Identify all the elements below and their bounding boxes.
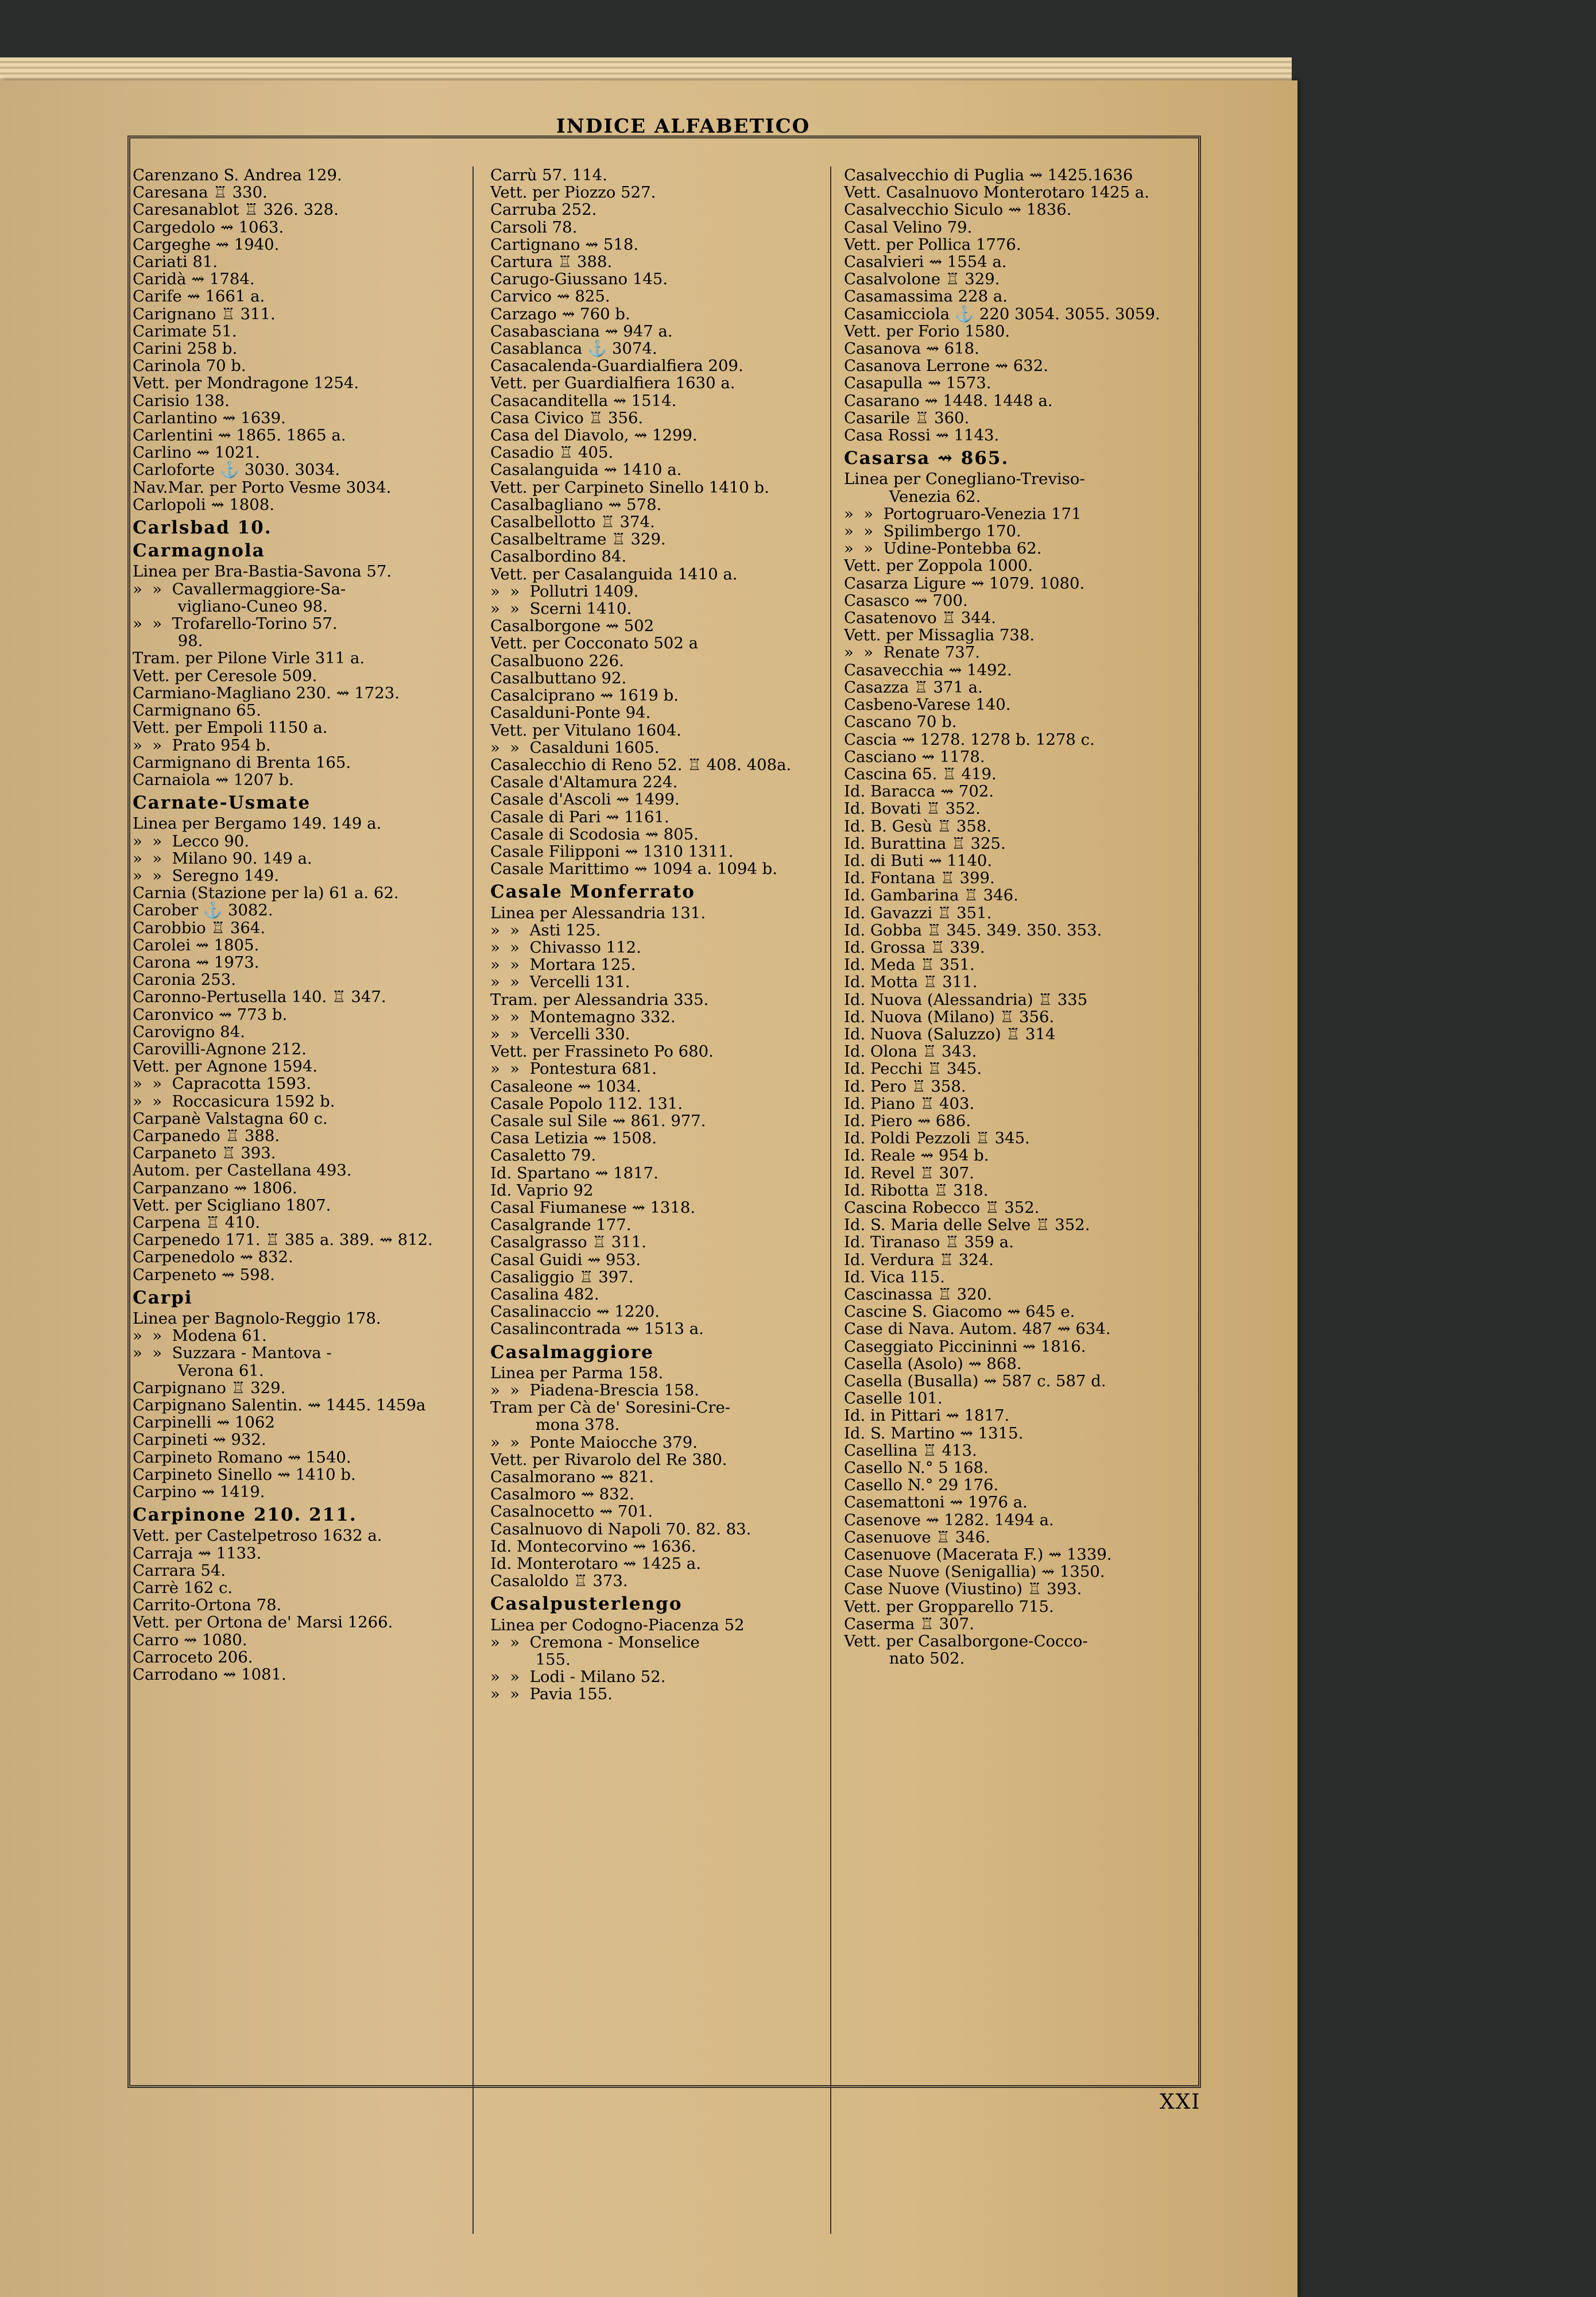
index-column-1 xyxy=(129,167,474,2234)
index-entry: Casa del Diavolo, ⇝ 1299. xyxy=(490,427,698,444)
index-entry: » » Cremona - Monselice xyxy=(490,1633,700,1652)
index-entry: Id. Meda ♖ 351. xyxy=(844,956,975,974)
index-entry: Carlantino ⇝ 1639. xyxy=(133,409,286,427)
index-entry: Casale di Pari ⇝ 1161. xyxy=(490,808,669,826)
index-entry: Tram per Cà de' Soresini-Cre- xyxy=(490,1399,731,1417)
index-entry: Id. Spartano ⇝ 1817. xyxy=(490,1164,658,1182)
index-heading: Casarsa ⇝ 865. xyxy=(844,448,1009,469)
index-entry: Casciano ⇝ 1178. xyxy=(844,748,985,765)
index-entry: » » Spilimbergo 170. xyxy=(844,523,1021,540)
index-entry: Id. Reale ⇝ 954 b. xyxy=(844,1147,989,1165)
index-entry: Carenzano S. Andrea 129. xyxy=(133,167,342,184)
index-entry: Id. Burattina ♖ 325. xyxy=(844,834,1006,852)
index-entry: Casello N.° 29 176. xyxy=(844,1476,999,1494)
index-entry: » » Casalduni 1605. xyxy=(490,738,660,756)
index-entry: Carvico ⇝ 825. xyxy=(490,288,610,306)
index-entry: Casabasciana ⇝ 947 a. xyxy=(490,322,673,341)
index-entry: Cascano 70 b. xyxy=(844,713,957,731)
index-entry: Carlentini ⇝ 1865. 1865 a. xyxy=(133,427,346,444)
index-heading: Carnate-Usmate xyxy=(133,792,311,814)
index-entry: » » Lecco 90. xyxy=(133,832,249,850)
index-entry: » » Pavia 155. xyxy=(490,1685,613,1703)
index-entry: Id. Piero ⇝ 686. xyxy=(844,1112,971,1130)
index-entry: Linea per Bra-Bastia-Savona 57. xyxy=(133,563,392,581)
index-entry: Casarano ⇝ 1448. 1448 a. xyxy=(844,392,1053,409)
index-entry: Casablanca ⚓ 3074. xyxy=(490,340,657,358)
index-entry: Caseggiato Piccininni ⇝ 1816. xyxy=(844,1337,1086,1355)
index-entry: Carlopoli ⇝ 1808. xyxy=(133,496,274,514)
index-entry: Carpena ♖ 410. xyxy=(133,1213,260,1232)
index-entry: Casalbordino 84. xyxy=(490,548,627,566)
index-entry: Vett. per Ortona de' Marsi 1266. xyxy=(133,1614,393,1631)
index-entry: Casalecchio di Reno 52. ♖ 408. 408a. xyxy=(490,756,792,774)
index-entry: Cariati 81. xyxy=(133,253,218,271)
index-entry: Casaloldo ♖ 373. xyxy=(490,1572,628,1590)
index-entry: Cascine S. Giacomo ⇝ 645 e. xyxy=(844,1303,1075,1321)
index-entry: Carpanzano ⇝ 1806. xyxy=(133,1179,297,1197)
index-entry: Carpaneto ♖ 393. xyxy=(133,1144,276,1162)
index-entry: Casalciprano ⇝ 1619 b. xyxy=(490,687,679,705)
index-entry: Vett. per Cocconato 502 a xyxy=(490,635,698,652)
index-entry: 98. xyxy=(133,632,203,650)
index-entry: Linea per Conegliano-Treviso- xyxy=(844,470,1085,488)
index-entry: Carsoli 78. xyxy=(490,218,578,236)
index-entry: Id. in Pittari ⇝ 1817. xyxy=(844,1407,1010,1425)
index-entry: Carrè 162 c. xyxy=(133,1579,233,1597)
index-entry: » » Montemagno 332. xyxy=(490,1008,676,1026)
index-entry: Id. Nuova (Milano) ♖ 356. xyxy=(844,1008,1055,1026)
index-entry: Id. Tiranaso ♖ 359 a. xyxy=(844,1233,1014,1251)
index-entry: Casavecchia ⇝ 1492. xyxy=(844,661,1012,679)
index-entry: Linea per Bagnolo-Reggio 178. xyxy=(133,1310,381,1328)
index-entry: vigliano-Cuneo 98. xyxy=(133,597,328,616)
index-entry: Casalina 482. xyxy=(490,1286,599,1304)
index-heading: Casalmaggiore xyxy=(490,1341,654,1363)
index-entry: Carpanedo ♖ 388. xyxy=(133,1127,280,1145)
index-entry: Nav.Mar. per Porto Vesme 3034. xyxy=(133,478,392,496)
index-entry: Verona 61. xyxy=(133,1362,264,1379)
index-entry: » » Seregno 149. xyxy=(133,867,279,885)
index-entry: Carmignano 65. xyxy=(133,702,261,720)
index-entry: Caronvico ⇝ 773 b. xyxy=(133,1006,288,1023)
index-heading: Carpinone 210. 211. xyxy=(133,1505,357,1526)
index-entry: Id. Motta ♖ 311. xyxy=(844,973,978,991)
index-entry: Cascia ⇝ 1278. 1278 b. 1278 c. xyxy=(844,730,1095,748)
index-entry: Vett. per Agnone 1594. xyxy=(133,1058,318,1076)
index-entry: Vett. Casalnuovo Monterotaro 1425 a. xyxy=(844,184,1149,202)
index-entry: Linea per Alessandria 131. xyxy=(490,904,706,922)
index-entry: Casalanguida ⇝ 1410 a. xyxy=(490,461,682,479)
index-entry: Carruba 252. xyxy=(490,201,597,219)
index-entry: Casasco ⇝ 700. xyxy=(844,591,968,610)
index-entry: Casalinaccio ⇝ 1220. xyxy=(490,1303,660,1321)
index-entry: Carpineto Sinello ⇝ 1410 b. xyxy=(133,1465,356,1484)
index-entry: Casalincontrada ⇝ 1513 a. xyxy=(490,1320,704,1338)
index-entry: 155. xyxy=(490,1651,571,1669)
index-entry: Carrito-Ortona 78. xyxy=(133,1596,282,1614)
index-entry: Carolei ⇝ 1805. xyxy=(133,936,259,954)
index-entry: » » Piadena-Brescia 158. xyxy=(490,1382,699,1399)
index-entry: Casaliggio ♖ 397. xyxy=(490,1268,634,1286)
index-entry: » » Scerni 1410. xyxy=(490,600,632,618)
index-entry: Carona ⇝ 1973. xyxy=(133,953,259,972)
index-entry: Casalvecchio Siculo ⇝ 1836. xyxy=(844,201,1072,219)
index-entry: Casalvolone ♖ 329. xyxy=(844,270,1000,288)
index-entry: Casarza Ligure ⇝ 1079. 1080. xyxy=(844,574,1085,592)
index-entry: Vett. per Frassineto Po 680. xyxy=(490,1043,714,1061)
index-entry: Id. Monterotaro ⇝ 1425 a. xyxy=(490,1555,701,1573)
index-entry: Carpineti ⇝ 932. xyxy=(133,1431,266,1449)
index-entry: Carobbio ♖ 364. xyxy=(133,919,266,937)
index-heading: Carmagnola xyxy=(133,540,265,562)
index-entry: » » Vercelli 131. xyxy=(490,973,630,991)
index-entry: » » Trofarello-Torino 57. xyxy=(133,615,338,633)
index-entry: Id. Gobba ♖ 345. 349. 350. 353. xyxy=(844,921,1102,939)
index-entry: Id. di Buti ⇝ 1140. xyxy=(844,852,993,870)
index-entry: Carober ⚓ 3082. xyxy=(133,902,273,919)
index-entry: » » Mortara 125. xyxy=(490,956,636,974)
index-entry: » » Capracotta 1593. xyxy=(133,1075,312,1093)
index-entry: Vett. per Casalborgone-Cocco- xyxy=(844,1633,1088,1650)
index-entry: Casazza ♖ 371 a. xyxy=(844,678,983,697)
index-entry: Caresanablot ♖ 326. 328. xyxy=(133,201,339,219)
index-entry: Carignano ♖ 311. xyxy=(133,305,276,323)
index-entry: Cascina 65. ♖ 419. xyxy=(844,765,997,783)
index-entry: Casale Popolo 112. 131. xyxy=(490,1095,683,1112)
index-entry: Casale d'Altamura 224. xyxy=(490,774,678,791)
index-heading: Carpi xyxy=(133,1287,193,1308)
index-entry: Id. Gambarina ♖ 346. xyxy=(844,887,1018,904)
index-entry: Caridà ⇝ 1784. xyxy=(133,270,255,288)
index-entry: Id. Vica 115. xyxy=(844,1268,945,1286)
index-entry: Casale Filipponi ⇝ 1310 1311. xyxy=(490,842,734,861)
index-heading: Carlsbad 10. xyxy=(133,517,272,539)
index-entry: Cascinassa ♖ 320. xyxy=(844,1286,992,1304)
index-entry: Cargeghe ⇝ 1940. xyxy=(133,235,280,254)
index-entry: Carpineto Romano ⇝ 1540. xyxy=(133,1448,351,1466)
index-entry: nato 502. xyxy=(844,1650,965,1668)
index-entry: Casadio ♖ 405. xyxy=(490,444,614,462)
index-entry: Casello N.° 5 168. xyxy=(844,1459,989,1477)
index-entry: » » Prato 954 b. xyxy=(133,736,271,754)
index-entry: Cartura ♖ 388. xyxy=(490,253,613,271)
index-entry: Id. S. Martino ⇝ 1315. xyxy=(844,1424,1024,1442)
index-entry: Casalbuttano 92. xyxy=(490,669,627,687)
index-entry: Vett. per Forio 1580. xyxy=(844,322,1010,341)
index-heading: Casale Monferrato xyxy=(490,881,695,903)
index-entry: Tram. per Alessandria 335. xyxy=(490,991,709,1008)
index-entry: Casalbuono 226. xyxy=(490,652,624,670)
index-column-2 xyxy=(481,167,831,2234)
index-entry: Casalmorano ⇝ 821. xyxy=(490,1468,654,1486)
index-entry: Id. S. Maria delle Selve ♖ 352. xyxy=(844,1216,1090,1234)
index-entry: Casalduni-Ponte 94. xyxy=(490,704,651,722)
index-entry: Casaletto 79. xyxy=(490,1147,596,1165)
index-entry: Cascina Robecco ♖ 352. xyxy=(844,1198,1040,1217)
index-entry: Casapulla ⇝ 1573. xyxy=(844,374,991,392)
index-entry: Casal Velino 79. xyxy=(844,218,973,236)
index-entry: » » Milano 90. 149 a. xyxy=(133,849,312,867)
index-entry: Casalvecchio di Puglia ⇝ 1425.1636 xyxy=(844,167,1133,184)
index-entry: Casalborgone ⇝ 502 xyxy=(490,617,654,635)
index-entry: Id. Pecchi ♖ 345. xyxy=(844,1060,982,1078)
index-entry: » » Ponte Maiocche 379. xyxy=(490,1433,698,1451)
index-entry: Casalgrasso ♖ 311. xyxy=(490,1233,647,1251)
index-entry: Casacalenda-Guardialfiera 209. xyxy=(490,357,743,375)
index-entry: Carnaiola ⇝ 1207 b. xyxy=(133,771,294,789)
index-entry: » » Pollutri 1409. xyxy=(490,582,639,601)
index-entry: Casalnuovo di Napoli 70. 82. 83. xyxy=(490,1520,751,1538)
index-entry: Casa Rossi ⇝ 1143. xyxy=(844,427,1000,444)
index-entry: » » Vercelli 330. xyxy=(490,1025,630,1043)
index-entry: Casalmoro ⇝ 832. xyxy=(490,1486,634,1503)
index-entry: Caronno-Pertusella 140. ♖ 347. xyxy=(133,988,386,1006)
index-entry: Carpignano ♖ 329. xyxy=(133,1379,286,1397)
index-entry: Vett. per Pollica 1776. xyxy=(844,235,1021,254)
index-entry: Carzago ⇝ 760 b. xyxy=(490,305,630,323)
index-entry: Carpenedolo ⇝ 832. xyxy=(133,1248,293,1266)
index-entry: Vett. per Mondragone 1254. xyxy=(133,374,359,392)
index-entry: Casarile ♖ 360. xyxy=(844,409,970,427)
index-entry: » » Suzzara - Mantova - xyxy=(133,1344,332,1362)
index-entry: Linea per Bergamo 149. 149 a. xyxy=(133,815,382,833)
index-entry: Casenuove (Macerata F.) ⇝ 1339. xyxy=(844,1546,1112,1564)
index-entry: Carovigno 84. xyxy=(133,1023,245,1041)
index-entry: Vett. per Rivarolo del Re 380. xyxy=(490,1451,727,1469)
index-entry: Caronia 253. xyxy=(133,971,237,989)
index-entry: Casella (Asolo) ⇝ 868. xyxy=(844,1355,1022,1373)
index-entry: Id. B. Gesù ♖ 358. xyxy=(844,817,992,835)
index-entry: Casacanditella ⇝ 1514. xyxy=(490,392,677,409)
index-entry: Vett. per Scigliano 1807. xyxy=(133,1196,331,1214)
index-entry: Tram. per Pilone Virle 311 a. xyxy=(133,649,365,667)
index-entry: Id. Verdura ♖ 324. xyxy=(844,1251,994,1269)
index-entry: Carovilli-Agnone 212. xyxy=(133,1040,307,1058)
index-entry: » » Asti 125. xyxy=(490,921,601,939)
index-entry: Carini 258 b. xyxy=(133,340,238,358)
index-entry: » » Portogruaro-Venezia 171 xyxy=(844,505,1082,523)
index-entry: Caresana ♖ 330. xyxy=(133,184,268,202)
index-entry: Carraja ⇝ 1133. xyxy=(133,1544,262,1562)
index-entry: » » Cavallermaggiore-Sa- xyxy=(133,580,346,598)
index-entry: Carroceto 206. xyxy=(133,1648,253,1666)
index-entry: Casamicciola ⚓ 220 3054. 3055. 3059. xyxy=(844,305,1160,323)
index-entry: Id. Vaprio 92 xyxy=(490,1181,594,1199)
index-entry: Id. Olona ♖ 343. xyxy=(844,1043,977,1061)
index-entry: Casanova ⇝ 618. xyxy=(844,340,979,358)
index-entry: Casale Marittimo ⇝ 1094 a. 1094 b. xyxy=(490,860,777,878)
index-entry: Casalvieri ⇝ 1554 a. xyxy=(844,253,1007,271)
index-entry: » » Udine-Pontebba 62. xyxy=(844,540,1042,558)
index-entry: Casatenovo ♖ 344. xyxy=(844,609,996,627)
index-entry: Carpignano Salentin. ⇝ 1445. 1459a xyxy=(133,1397,426,1414)
index-entry: Carpino ⇝ 1419. xyxy=(133,1483,265,1501)
index-entry: Casanova Lerrone ⇝ 632. xyxy=(844,357,1049,375)
index-entry: Carro ⇝ 1080. xyxy=(133,1631,247,1649)
index-entry: » » Pontestura 681. xyxy=(490,1060,657,1078)
index-entry: Carmiano-Magliano 230. ⇝ 1723. xyxy=(133,684,400,702)
index-entry: Carimate 51. xyxy=(133,322,237,341)
index-entry: Vett. per Empoli 1150 a. xyxy=(133,719,328,737)
index-entry: Carugo-Giussano 145. xyxy=(490,270,668,288)
index-entry: Id. Piano ♖ 403. xyxy=(844,1095,975,1112)
index-entry: Vett. per Vitulano 1604. xyxy=(490,721,681,739)
index-entry: Casale d'Ascoli ⇝ 1499. xyxy=(490,791,680,809)
index-entry: Vett. per Zoppola 1000. xyxy=(844,557,1033,575)
index-entry: Carife ⇝ 1661 a. xyxy=(133,288,265,306)
index-entry: Casalbellotto ♖ 374. xyxy=(490,513,655,531)
index-entry: Id. Fontana ♖ 399. xyxy=(844,869,995,887)
index-entry: Casenove ⇝ 1282. 1494 a. xyxy=(844,1511,1054,1529)
index-entry: Carrara 54. xyxy=(133,1561,226,1580)
index-entry: » » Lodi - Milano 52. xyxy=(490,1668,666,1686)
index-entry: Id. Pero ♖ 358. xyxy=(844,1077,966,1095)
index-entry: mona 378. xyxy=(490,1416,620,1434)
index-entry: Carinola 70 b. xyxy=(133,357,246,375)
index-entry: Casale di Scodosia ⇝ 805. xyxy=(490,825,699,843)
index-entry: Vett. per Ceresole 509. xyxy=(133,667,317,685)
index-entry: Carpeneto ⇝ 598. xyxy=(133,1266,275,1283)
index-entry: » » Modena 61. xyxy=(133,1327,267,1345)
index-entry: Casa Letizia ⇝ 1508. xyxy=(490,1130,657,1147)
index-entry: Casella (Busalla) ⇝ 587 c. 587 d. xyxy=(844,1372,1106,1390)
index-entry: Casal Guidi ⇝ 953. xyxy=(490,1251,641,1269)
index-entry: Carloforte ⚓ 3030. 3034. xyxy=(133,461,340,479)
index-entry: Carrodano ⇝ 1081. xyxy=(133,1666,286,1684)
index-entry: Id. Ribotta ♖ 318. xyxy=(844,1181,989,1199)
index-entry: Id. Nuova (Saluzzo) ♖ 314 xyxy=(844,1025,1056,1043)
index-entry: Id. Bovati ♖ 352. xyxy=(844,800,981,818)
index-entry: Id. Nuova (Alessandria) ♖ 335 xyxy=(844,991,1088,1008)
index-entry: Casenuove ♖ 346. xyxy=(844,1528,990,1546)
index-entry: Id. Gavazzi ♖ 351. xyxy=(844,904,992,922)
index-entry: Vett. per Castelpetroso 1632 a. xyxy=(133,1527,382,1545)
index-entry: Vett. per Gropparello 715. xyxy=(844,1598,1054,1615)
index-entry: Casbeno-Varese 140. xyxy=(844,696,1011,714)
index-entry: Casemattoni ⇝ 1976 a. xyxy=(844,1494,1028,1511)
index-entry: Linea per Codogno-Piacenza 52 xyxy=(490,1616,745,1634)
index-entry: Id. Poldi Pezzoli ♖ 345. xyxy=(844,1130,1030,1147)
index-entry: Id. Grossa ♖ 339. xyxy=(844,938,985,957)
index-entry: Linea per Parma 158. xyxy=(490,1364,664,1382)
index-entry: Carisio 138. xyxy=(133,392,230,409)
index-entry: Vett. per Missaglia 738. xyxy=(844,627,1035,644)
index-entry: Carnia (Stazione per la) 61 a. 62. xyxy=(133,884,399,902)
index-entry: Carmignano di Brenta 165. xyxy=(133,753,351,771)
index-entry: Id. Revel ♖ 307. xyxy=(844,1164,974,1182)
index-heading: Casalpusterlengo xyxy=(490,1594,683,1615)
index-entry: Cartignano ⇝ 518. xyxy=(490,235,639,254)
index-entry: Casal Fiumanese ⇝ 1318. xyxy=(490,1198,696,1217)
index-entry: Case di Nava. Autom. 487 ⇝ 634. xyxy=(844,1320,1111,1338)
index-entry: Casalbeltrame ♖ 329. xyxy=(490,531,666,548)
index-entry: Casellina ♖ 413. xyxy=(844,1441,977,1460)
index-entry: Caserma ♖ 307. xyxy=(844,1615,974,1633)
index-entry: Case Nuove (Viustino) ♖ 393. xyxy=(844,1580,1082,1598)
index-entry: Id. Montecorvino ⇝ 1636. xyxy=(490,1537,696,1556)
index-entry: » » Renate 737. xyxy=(844,644,980,662)
index-entry: Casaleone ⇝ 1034. xyxy=(490,1077,641,1095)
index-column-3 xyxy=(838,167,1197,2234)
index-entry: Carpinelli ⇝ 1062 xyxy=(133,1414,275,1432)
index-entry: Carlino ⇝ 1021. xyxy=(133,444,260,462)
index-entry: Casamassima 228 a. xyxy=(844,288,1008,306)
index-entry: » » Roccasicura 1592 b. xyxy=(133,1092,335,1110)
index-entry: Vett. per Piozzo 527. xyxy=(490,184,656,202)
index-entry: » » Chivasso 112. xyxy=(490,938,641,957)
index-entry: Autom. per Castellana 493. xyxy=(133,1162,352,1180)
index-entry: Case Nuove (Senigallia) ⇝ 1350. xyxy=(844,1563,1105,1581)
index-entry: Vett. per Carpineto Sinello 1410 b. xyxy=(490,478,769,496)
index-entry: Casale sul Sile ⇝ 861. 977. xyxy=(490,1112,706,1130)
page-header: INDICE ALFABETICO xyxy=(556,115,811,138)
index-entry: Caselle 101. xyxy=(844,1390,943,1407)
index-entry: Casalgrande 177. xyxy=(490,1216,632,1234)
index-entry: Cargedolo ⇝ 1063. xyxy=(133,218,284,236)
index-entry: Casalnocetto ⇝ 701. xyxy=(490,1503,653,1521)
index-entry: Carrù 57. 114. xyxy=(490,167,607,184)
index-entry: Venezia 62. xyxy=(844,488,981,505)
index-entry: Casalbagliano ⇝ 578. xyxy=(490,496,662,514)
index-entry: Vett. per Guardialfiera 1630 a. xyxy=(490,374,735,392)
index-entry: Carpanè Valstagna 60 c. xyxy=(133,1109,328,1127)
index-entry: Casa Civico ♖ 356. xyxy=(490,409,644,427)
index-entry: Vett. per Casalanguida 1410 a. xyxy=(490,565,738,583)
index-entry: Id. Baracca ⇝ 702. xyxy=(844,783,994,801)
index-entry: Carpenedo 171. ♖ 385 a. 389. ⇝ 812. xyxy=(133,1231,433,1249)
page-number: XXI xyxy=(1160,2090,1201,2114)
